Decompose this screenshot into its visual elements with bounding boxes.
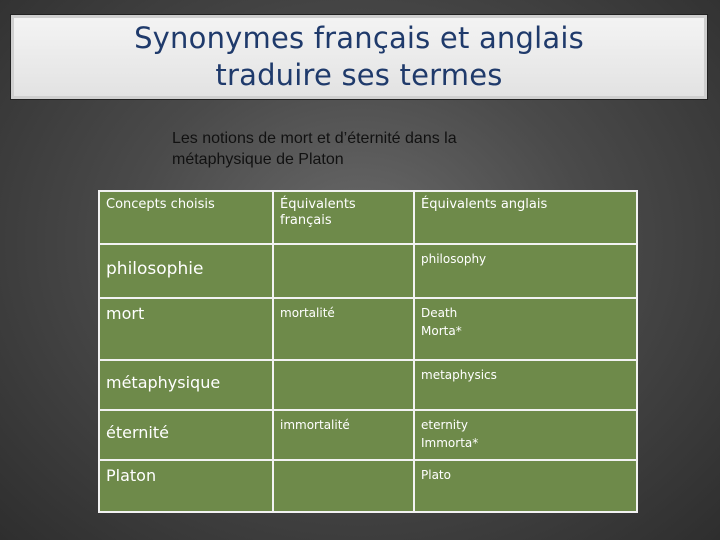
english-term: metaphysics (421, 368, 497, 382)
french-cell (273, 360, 414, 410)
header-concepts: Concepts choisis (99, 191, 273, 244)
concept-cell: Platon (99, 460, 273, 512)
table-row (99, 298, 637, 360)
header-english: Équivalents anglais (414, 191, 637, 244)
english-cell (414, 460, 637, 512)
subtitle-line-2: métaphysique de Platon (172, 151, 344, 168)
english-term: eternity (421, 418, 468, 432)
subtitle-line-1: Les notions de mort et d’éternité dans la (172, 130, 457, 147)
table-row (99, 460, 637, 512)
english-term: Morta* (421, 324, 462, 338)
english-term: Plato (421, 468, 451, 482)
subtitle (172, 128, 572, 170)
concept-cell: philosophie (99, 244, 273, 298)
english-cell (414, 244, 637, 298)
header-french: Équivalents français (273, 191, 414, 244)
french-cell (273, 244, 414, 298)
table-row (99, 244, 637, 298)
english-term: Death (421, 306, 458, 320)
english-cell (414, 360, 637, 410)
english-term: Immorta* (421, 436, 479, 450)
concept-cell: mort (99, 298, 273, 360)
slide-title-line-1: Synonymes français et anglais (134, 21, 584, 55)
slide-title-line-2: traduire ses termes (215, 58, 503, 92)
french-cell (273, 460, 414, 512)
title-box (10, 14, 708, 100)
french-cell: mortalité (273, 298, 414, 360)
table-row (99, 410, 637, 460)
french-cell: immortalité (273, 410, 414, 460)
english-cell (414, 410, 637, 460)
english-term: philosophy (421, 252, 487, 266)
synonyms-table (98, 190, 638, 513)
concept-cell: éternité (99, 410, 273, 460)
concept-cell: métaphysique (99, 360, 273, 410)
table-header-row (99, 191, 637, 244)
english-cell (414, 298, 637, 360)
table-row (99, 360, 637, 410)
